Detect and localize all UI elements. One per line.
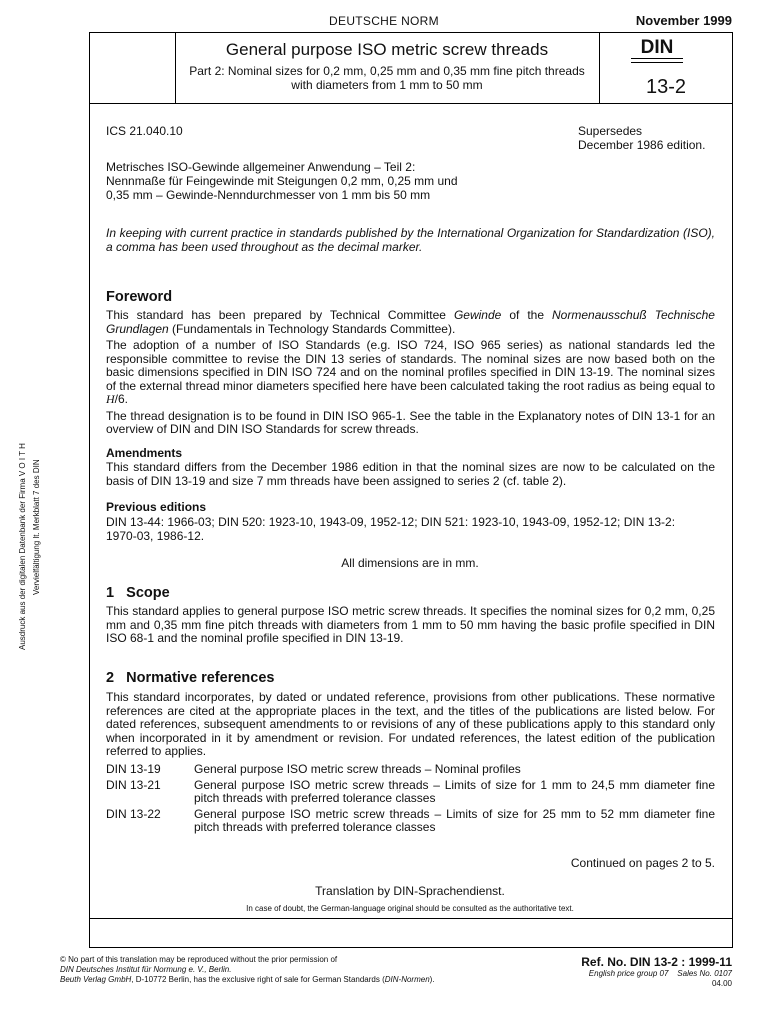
amendments-heading: Amendments	[106, 446, 183, 460]
decimal-comma-note: In keeping with current practice in standards published by the International Organization for Standardization (ISO), a comma has been used throughout as the decimal marker.	[106, 226, 715, 254]
document-title: General purpose ISO metric screw threads	[225, 40, 549, 59]
supersedes-edition: December 1986 edition.	[578, 138, 706, 152]
price-sales-line	[581, 969, 732, 979]
list-item	[106, 763, 715, 777]
side-print-notice	[18, 390, 78, 650]
reference-title: General purpose ISO metric screw threads – Nominal profiles	[194, 762, 521, 776]
copyright-line-2: DIN Deutsches Institut für Normung e. V., Berlin.	[60, 965, 232, 974]
copyright-line-3: Beuth Verlag GmbH, D-10772 Berlin, has the exclusive right of sale for German Standards (DIN-Normen).	[60, 975, 435, 984]
din-logo-text: DIN	[640, 37, 674, 58]
side-print-line-2: Vervielfältigung lt. Merkblatt 7 des DIN	[32, 459, 41, 595]
foreword-body	[106, 309, 715, 440]
foreword-paragraph-2: The adoption of a number of ISO Standards (e.g. ISO 724, ISO 965 series) as national standards led the responsible committee to revise the DIN 13 series of standards. The nominal sizes are now based both on the basic dimensions specified in DIN ISO 724 and on the nominal profiles specified in DIN 13-19. The nominal sizes of the external thread minor diameters specified here have been calculated taking the root radius as being equal to H/6.	[106, 338, 715, 406]
amendments-text: This standard differs from the December 1986 edition in that the nominal sizes are now to be calculated on the basis of DIN 13-19 and size 7 mm threads have been assigned to series 2 (cf. table 2).	[106, 460, 715, 488]
din-logo	[627, 38, 687, 63]
title-block	[89, 32, 733, 104]
supersedes-block	[578, 124, 705, 152]
foreword-paragraph-1: This standard has been prepared by Technical Committee Gewinde of the Normenausschuß Technische Grundlagen (Fundamentals in Technology Standards Committee).	[106, 308, 715, 336]
supersedes-label: Supersedes	[578, 124, 643, 138]
reference-number: Ref. No. DIN 13-2 : 1999-11	[581, 955, 732, 969]
scope-heading: 1 Scope	[106, 585, 170, 601]
din-number: 13-2	[645, 76, 687, 98]
previous-editions-text: DIN 13-44: 1966-03; DIN 520: 1923-10, 1943-09, 1952-12; DIN 521: 1923-10, 1943-09, 1952-12; DIN 13-2: 1970-03, 1986-12.	[106, 515, 676, 543]
sales-number: Sales No. 0107	[677, 969, 732, 978]
side-print-line-1: Ausdruck aus der digitalen Datenbank der Firma V O I T H	[18, 443, 27, 650]
reference-title: General purpose ISO metric screw threads – Limits of size for 1 mm to 24,5 mm diameter fine pitch threads with preferred tolerance classes	[194, 777, 715, 805]
foreword-heading: Foreword	[106, 289, 173, 305]
standard-type-label: DEUTSCHE NORM	[329, 14, 439, 28]
document-subtitle: Part 2: Nominal sizes for 0,2 mm, 0,25 mm and 0,35 mm fine pitch threads with diameters from 1 mm to 50 mm	[189, 64, 585, 92]
reference-id: DIN 13-19	[106, 762, 161, 776]
publication-date: November 1999	[635, 13, 732, 28]
normative-references-heading: 2 Normative references	[106, 670, 275, 686]
reference-title: General purpose ISO metric screw threads – Limits of size for 25 mm to 52 mm diameter fine pitch threads with preferred tolerance classes	[194, 806, 715, 834]
copyright-line-1: © No part of this translation may be reproduced without the prior permission of	[60, 955, 338, 964]
ics-code: ICS 21.040.10	[106, 124, 183, 138]
copyright-notice	[60, 955, 520, 985]
list-item	[106, 779, 715, 806]
reference-id: DIN 13-21	[106, 777, 161, 792]
doubt-note: In case of doubt, the German-language original should be consulted as the authoritative text.	[246, 904, 574, 913]
reference-list	[106, 763, 715, 837]
list-item	[106, 808, 715, 835]
continued-note: Continued on pages 2 to 5.	[570, 856, 715, 870]
frame-inner-divider	[89, 918, 733, 919]
foreword-paragraph-3: The thread designation is to be found in DIN ISO 965-1. See the table in the Explanatory notes of DIN 13-1 for an overview of DIN and DIN ISO Standards for screw threads.	[106, 408, 715, 436]
normative-references-text: This standard incorporates, by dated or undated reference, provisions from other publications. These normative references are cited at the appropriate places in the text, and the titles of the publications are listed below. For dated references, subsequent amendments to or revisions of any of these publications apply to this standard only when incorporated in it by amendment or revision. For undated references, the latest edition of the publication referred to applies.	[106, 690, 715, 758]
din-logo-bars	[631, 58, 683, 63]
previous-editions-heading: Previous editions	[106, 500, 207, 514]
scope-text: This standard applies to general purpose ISO metric screw threads. It specifies the nominal sizes for 0,2 mm, 0,25 mm and 0,35 mm fine pitch threads with diameters from 1 mm to 50 mm having the basic profile specified in DIN ISO 68-1 and the nominal profile specified in DIN 13-19.	[106, 604, 715, 645]
title-block-divider-left	[175, 32, 176, 103]
german-title: Metrisches ISO-Gewinde allgemeiner Anwendung – Teil 2: Nennmaße für Feingewinde mit Steigungen 0,2 mm, 0,25 mm und 0,35 mm – Gewinde-Nenndurchmesser von 1 mm bis 50 mm	[106, 160, 458, 202]
price-group: English price group 07	[588, 969, 669, 978]
reference-id: DIN 13-22	[106, 806, 161, 821]
reference-number-block	[581, 955, 732, 989]
edition-code: 04.00	[711, 979, 732, 988]
translation-note: Translation by DIN-Sprachendienst.	[315, 884, 505, 898]
dimensions-note: All dimensions are in mm.	[341, 556, 479, 570]
